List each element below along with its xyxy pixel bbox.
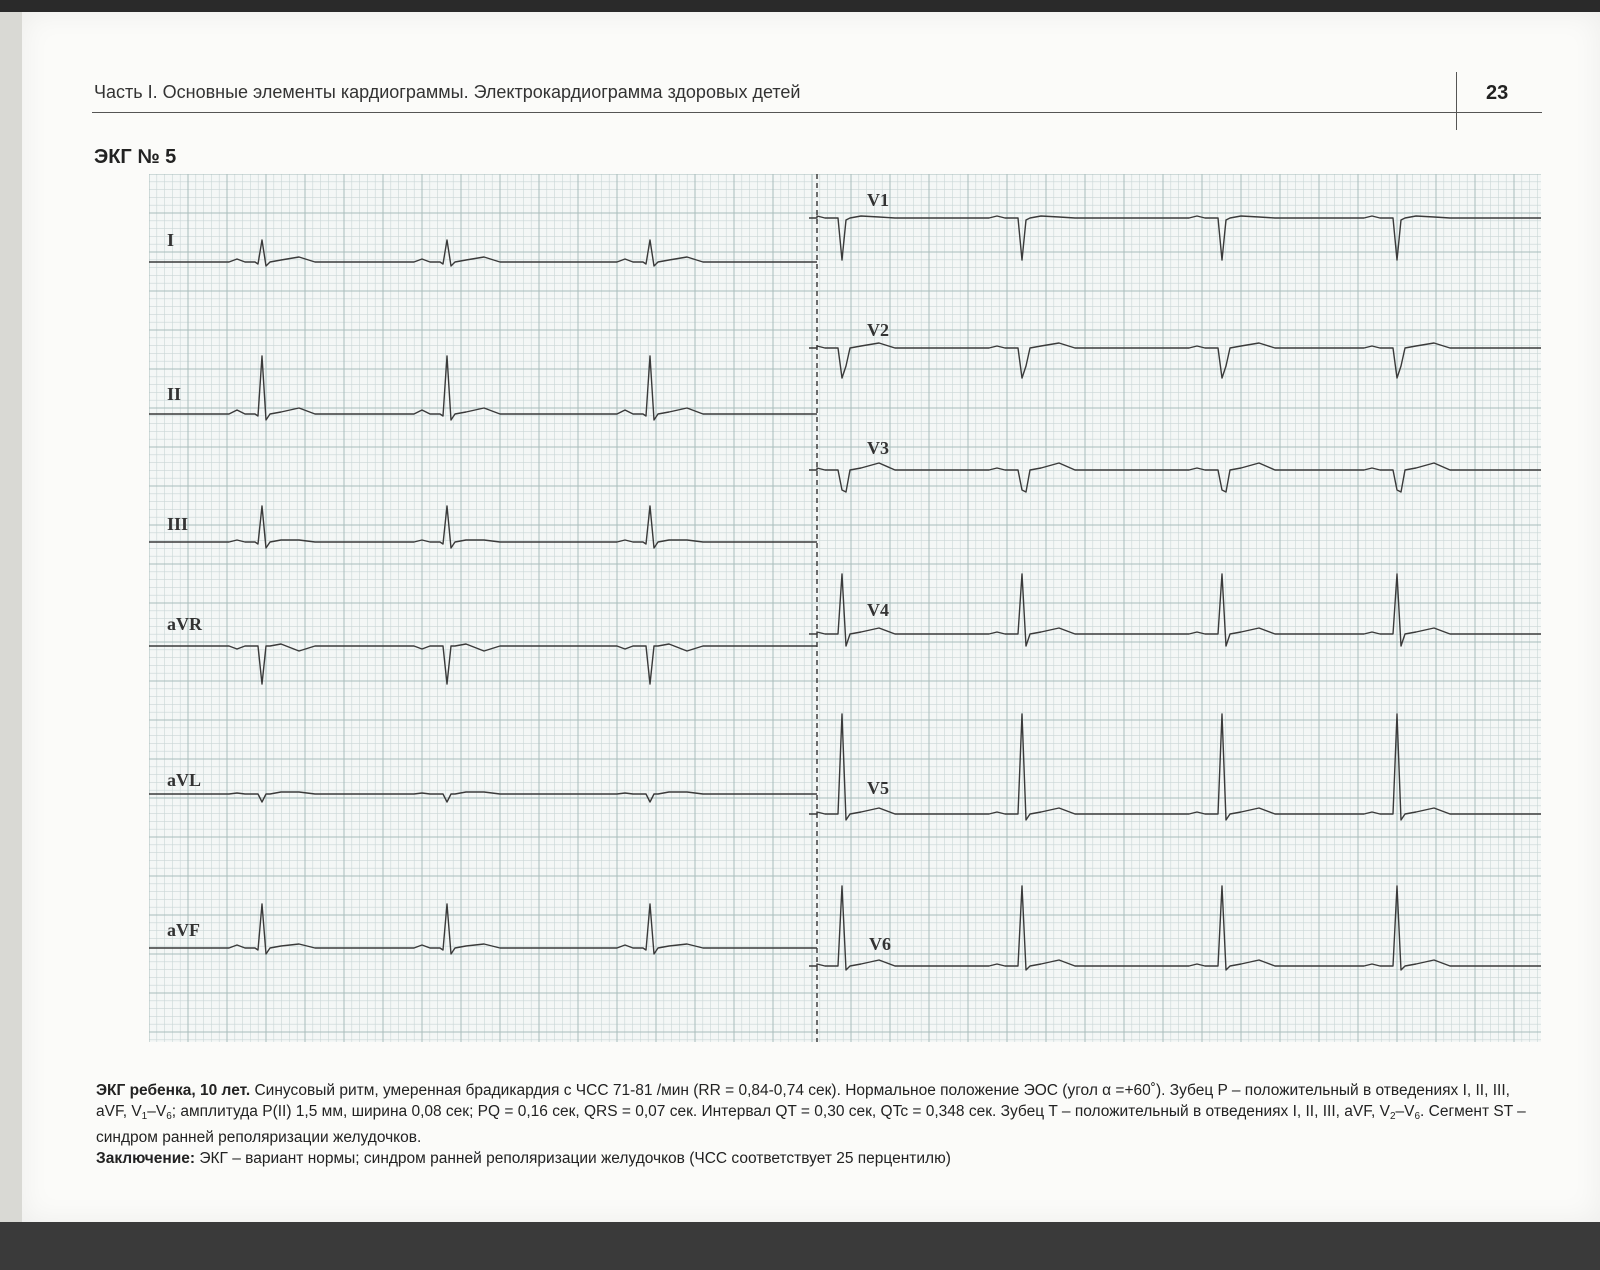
ecg-grid-background — [149, 174, 1541, 1042]
caption-text-2: ; амплитуда P(II) 1,5 мм, ширина 0,08 сек; PQ = 0,16 сек, QRS = 0,07 сек. Интервал QT = 0,30 сек, QTc = 0,348 сек. Зубец T – положительный в отведениях I, II, III, aVF, V — [171, 1103, 1390, 1120]
ecg-title: ЭКГ № 5 — [94, 146, 177, 168]
caption-sub-1: 1 — [141, 1111, 148, 1122]
page-number: 23 — [1486, 82, 1509, 104]
lead-label-V2: V2 — [867, 320, 889, 340]
caption-description — [96, 1080, 1544, 1148]
scan-top-edge — [0, 0, 1600, 12]
caption-sub-3: 2 — [1389, 1111, 1396, 1122]
caption-conclusion — [96, 1148, 1544, 1169]
lead-label-V4: V4 — [867, 600, 889, 620]
caption-sub-2: 6 — [166, 1111, 172, 1122]
lead-label-I: I — [167, 230, 175, 250]
caption-dash-2: –V — [1395, 1103, 1415, 1120]
header-rule — [92, 112, 1542, 113]
scan-bottom-edge — [0, 1222, 1600, 1270]
caption-dash-1: –V — [147, 1103, 167, 1120]
caption-text-1: Синусовый ритм, умеренная брадикардия с ЧСС 71-81 /мин (RR = 0,84-0,74 сек). Нормальное положение ЭОС (угол α =+60˚). Зубец P – положительный в отведениях I, II, III, aVF, V — [96, 1082, 1510, 1120]
lead-label-aVL: aVL — [167, 770, 202, 790]
lead-label-V3: V3 — [867, 438, 889, 458]
conclusion-text: ЭКГ – вариант нормы; синдром ранней реполяризации желудочков (ЧСС соответствует 25 перцентилю) — [195, 1150, 951, 1167]
caption-text-3: . Сегмент ST – синдром ранней реполяризации желудочков. — [96, 1103, 1526, 1146]
ecg-strip — [149, 174, 1541, 1042]
lead-label-aVR: aVR — [167, 614, 202, 634]
lead-label-II: II — [167, 384, 182, 404]
conclusion-label: Заключение: — [96, 1150, 196, 1167]
caption-bold-lead: ЭКГ ребенка, 10 лет. — [96, 1082, 251, 1099]
header-divider — [1456, 72, 1457, 130]
figure-caption — [96, 1080, 1544, 1169]
lead-label-aVF: aVF — [167, 920, 200, 940]
caption-sub-4: 6 — [1414, 1111, 1421, 1122]
lead-label-V6: V6 — [869, 934, 891, 954]
lead-label-V1: V1 — [867, 190, 889, 210]
ecg-grid-svg — [149, 174, 1541, 1042]
running-header-title: Часть I. Основные элементы кардиограммы. Электрокардиограмма здоровых детей — [94, 82, 801, 102]
lead-label-V5: V5 — [867, 778, 889, 798]
lead-label-III: III — [167, 514, 189, 534]
